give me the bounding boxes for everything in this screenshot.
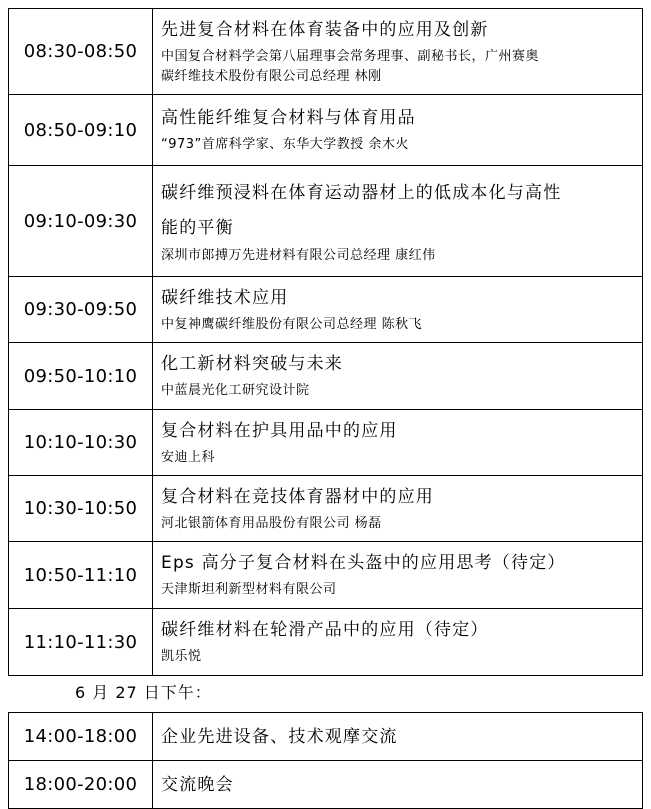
table-row — [9, 476, 643, 542]
session-content — [153, 410, 643, 476]
session-content — [153, 9, 643, 95]
session-title: 高性能纤维复合材料与体育用品 — [161, 108, 416, 128]
session-content — [153, 166, 643, 277]
table-row — [9, 9, 643, 95]
session-content — [153, 95, 643, 166]
session-content — [153, 761, 643, 809]
session-title: 先进复合材料在体育装备中的应用及创新 — [161, 19, 489, 40]
session-speaker: 中国复合材料学会第八届理事会常务理事、副秘书长，广州赛奥 — [161, 48, 540, 64]
session-time: 08:50-09:10 — [9, 95, 153, 166]
session-title: 碳纤维技术应用 — [161, 287, 289, 308]
session-time: 11:10-11:30 — [9, 609, 153, 676]
session-speaker: 安迪上科 — [161, 449, 216, 465]
session-content — [153, 343, 643, 410]
session-speaker: 中蓝晨光化工研究设计院 — [161, 383, 310, 398]
table-row — [9, 410, 643, 476]
table-row — [9, 166, 643, 277]
table-row — [9, 542, 643, 609]
session-content — [153, 476, 643, 542]
session-title: 碳纤维材料在轮滑产品中的应用（待定） — [161, 620, 489, 640]
session-time: 10:50-11:10 — [9, 542, 153, 609]
table-row — [9, 609, 643, 676]
session-speaker: 河北银箭体育用品股份有限公司 杨磊 — [161, 515, 382, 531]
session-time: 10:10-10:30 — [9, 410, 153, 476]
session-content — [153, 609, 643, 676]
session-time: 18:00-20:00 — [9, 761, 153, 809]
session-time: 10:30-10:50 — [9, 476, 153, 542]
session-title: 交流晚会 — [161, 774, 234, 795]
session-time: 09:10-09:30 — [9, 166, 153, 277]
afternoon-heading: 6 月 27 日下午： — [75, 683, 212, 702]
table-row — [9, 95, 643, 166]
session-content — [153, 713, 643, 761]
session-speaker: 深圳市郎搏万先进材料有限公司总经理 康红伟 — [161, 248, 436, 263]
session-speaker-cont: 碳纤维技术股份有限公司总经理 林刚 — [161, 68, 382, 84]
session-title: 碳纤维预浸料在体育运动器材上的低成本化与高性 — [161, 183, 562, 203]
session-speaker: “973”首席科学家、东华大学教授 余木火 — [161, 137, 409, 152]
session-title: Eps 高分子复合材料在头盔中的应用思考（待定） — [161, 553, 566, 573]
session-speaker: 凯乐悦 — [161, 649, 202, 664]
session-content — [153, 542, 643, 609]
morning-schedule-table — [8, 8, 643, 676]
session-speaker: 天津斯坦利新型材料有限公司 — [161, 582, 337, 597]
session-title-cont: 能的平衡 — [161, 218, 234, 238]
session-speaker: 中复神鹰碳纤维股份有限公司总经理 陈秋飞 — [161, 316, 423, 332]
session-content — [153, 277, 643, 343]
table-row — [9, 277, 643, 343]
table-row — [9, 713, 643, 761]
session-time: 14:00-18:00 — [9, 713, 153, 761]
session-title: 企业先进设备、技术观摩交流 — [161, 726, 398, 747]
session-title: 复合材料在护具用品中的应用 — [161, 420, 398, 441]
table-row — [9, 761, 643, 809]
session-title: 复合材料在竞技体育器材中的应用 — [161, 486, 434, 507]
afternoon-schedule-table — [8, 712, 643, 809]
session-time: 09:50-10:10 — [9, 343, 153, 410]
table-row — [9, 343, 643, 410]
session-time: 09:30-09:50 — [9, 277, 153, 343]
session-time: 08:30-08:50 — [9, 9, 153, 95]
session-title: 化工新材料突破与未来 — [161, 354, 343, 374]
